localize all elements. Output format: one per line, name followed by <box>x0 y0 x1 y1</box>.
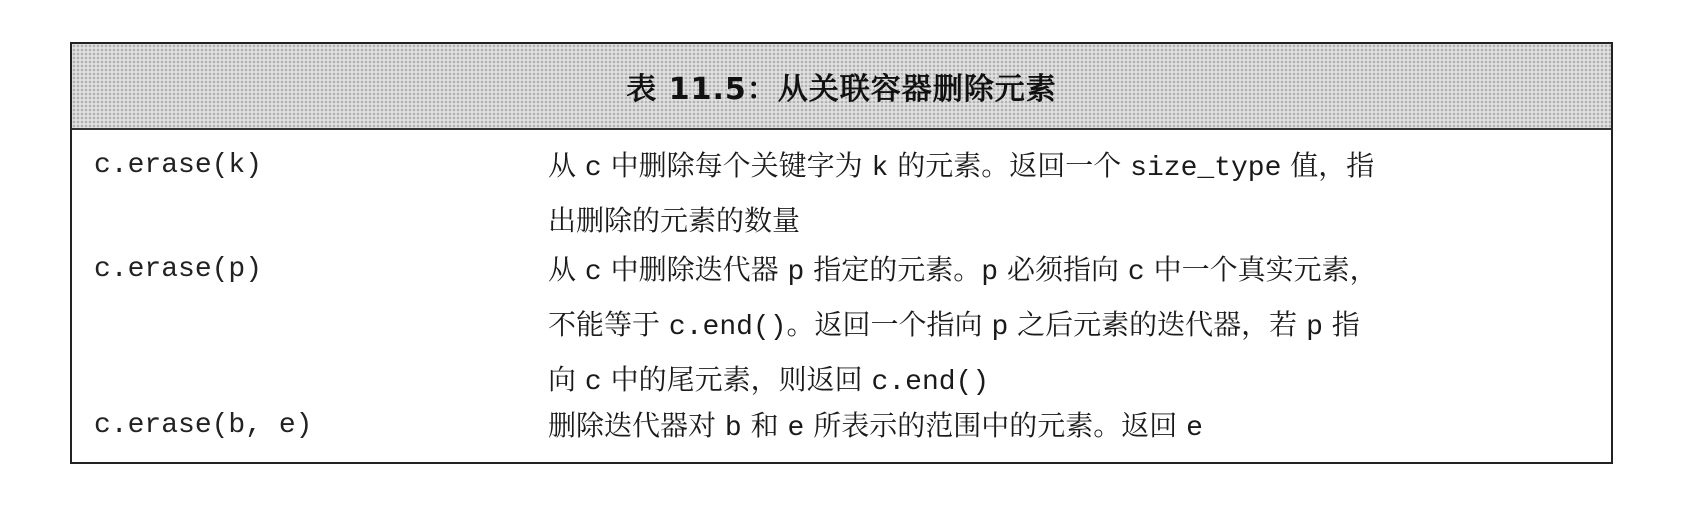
description-line-1: 从 c 中删除迭代器 p 指定的元素。p 必须指向 c 中一个真实元素， <box>548 253 1378 288</box>
description-cell <box>548 400 1598 455</box>
operation-cell: c.erase(p) <box>94 254 263 285</box>
description-line-1: 从 c 中删除每个关键字为 k 的元素。返回一个 size_type 值，指 <box>548 149 1375 184</box>
erase-table <box>70 42 1613 464</box>
description-line-3: 向 c 中的尾元素，则返回 c.end() <box>548 363 990 398</box>
description-line-1: 删除迭代器对 b 和 e 所表示的范围中的元素。返回 e <box>548 409 1203 444</box>
operation-cell: c.erase(k) <box>94 150 263 181</box>
description-line-2: 出删除的元素的数量 <box>548 204 801 237</box>
description-cell <box>548 140 1598 247</box>
table-caption: 表 11.5：从关联容器删除元素 <box>626 72 1057 107</box>
description-line-2: 不能等于 c.end()。返回一个指向 p 之后元素的迭代器，若 p 指 <box>548 308 1360 343</box>
operation-cell: c.erase(b, e) <box>94 410 313 441</box>
description-cell <box>548 244 1598 409</box>
table-caption-bar <box>72 44 1611 130</box>
